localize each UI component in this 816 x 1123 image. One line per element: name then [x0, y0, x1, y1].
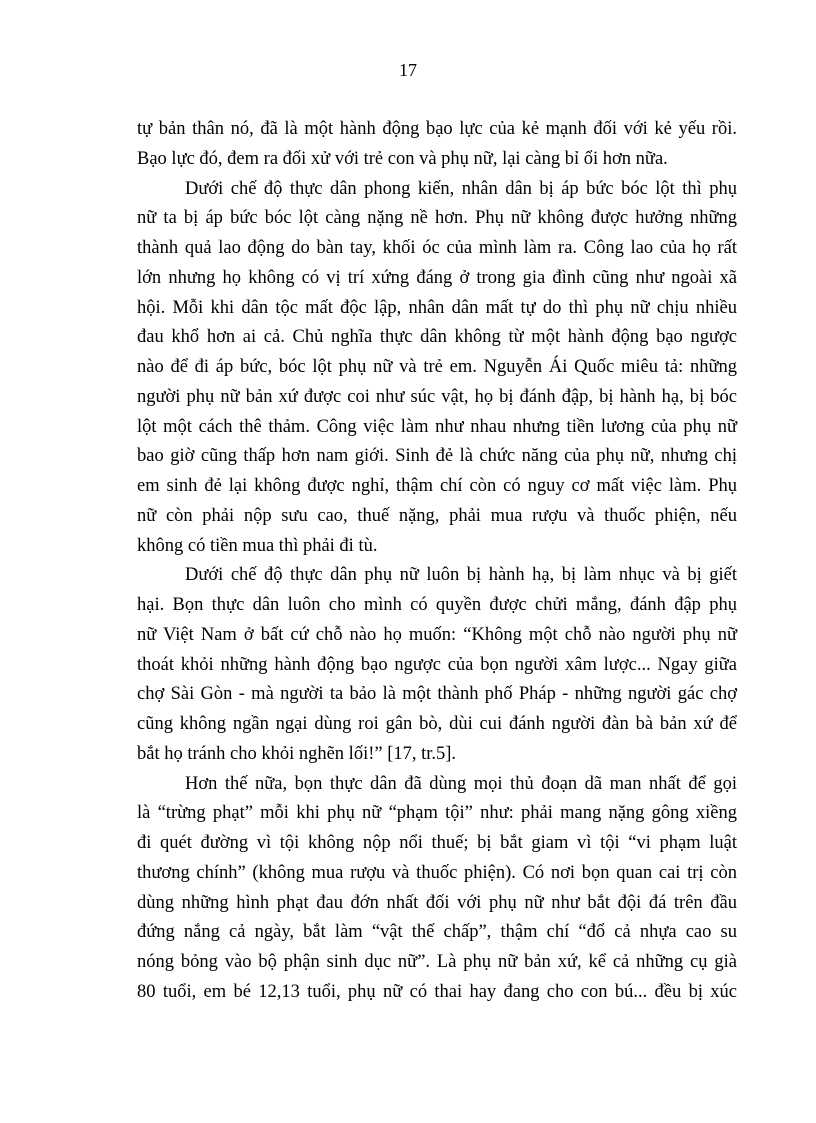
- text-line: tự bản thân nó, đã là một hành động bạo lực của kẻ mạnh đối với kẻ yếu rồi.: [137, 119, 737, 139]
- text-line: Bạo lực đó, đem ra đối xử với trẻ con và phụ nữ, lại càng bỉ ổi hơn nữa.: [137, 148, 668, 169]
- text-line: nóng bỏng vào bộ phận sinh dục nữ”. Là phụ nữ bản xứ, kể cả những cụ già: [137, 952, 737, 972]
- text-line: em sinh đẻ lại không được nghỉ, thậm chí còn có nguy cơ mất việc làm. Phụ: [137, 476, 737, 496]
- text-line: 80 tuổi, em bé 12,13 tuổi, phụ nữ có thai hay đang cho con bú... đều bị xúc: [137, 981, 737, 1002]
- text-line: Dưới chế độ thực dân phong kiến, nhân dân bị áp bức bóc lột thì phụ: [185, 178, 737, 199]
- text-line: không có tiền mua thì phải đi tù.: [137, 535, 378, 556]
- text-line: bắt họ tránh cho khỏi nghẽn lối!” [17, tr.5].: [137, 743, 457, 764]
- text-line: đi quét đường vì tội không nộp nổi thuế; bị bắt giam vì tội “vi phạm luật: [137, 833, 737, 853]
- text-line: chợ Sài Gòn - mà người ta bảo là một thành phố Pháp - những người gác chợ: [137, 684, 737, 705]
- text-line: đau khổ hơn ai cả. Chủ nghĩa thực dân không từ một hành động bạo ngược: [137, 327, 737, 348]
- text-line: bao giờ cũng thấp hơn nam giới. Sinh đẻ là chức năng của phụ nữ, nhưng chị: [137, 446, 737, 467]
- text-line: nữ ta bị áp bức bóc lột càng nặng nề hơn. Phụ nữ không được hưởng những: [137, 208, 737, 229]
- text-line: nào để đi áp bức, bóc lột phụ nữ và trẻ em. Nguyễn Ái Quốc miêu tả: những: [137, 357, 737, 377]
- text-line: hại. Bọn thực dân luôn cho mình có quyền được chửi mắng, đánh đập phụ: [137, 595, 737, 615]
- text-line: hội. Mỗi khi dân tộc mất độc lập, nhân dân mất tự do thì phụ nữ chịu nhiều: [137, 297, 737, 318]
- text-line: lớn nhưng họ không có vị trí xứng đáng ở trong gia đình cũng như ngoài xã: [137, 267, 737, 288]
- text-line: đứng nắng cả ngày, bắt làm “vật thế chấp”, thậm chí “đổ cả nhựa cao su: [137, 922, 737, 943]
- text-line: là “trừng phạt” mỗi khi phụ nữ “phạm tội” như: phải mang nặng gông xiềng: [137, 803, 737, 824]
- text-line: người phụ nữ bản xứ được coi như súc vật, họ bị đánh đập, bị hành hạ, bị bóc: [137, 386, 737, 407]
- page-number: 17: [399, 60, 417, 80]
- text-line: dùng những hình phạt đau đớn nhất đối với phụ nữ như bắt đội đá trên đầu: [137, 892, 737, 913]
- text-line: thương chính” (không mua rượu và thuốc phiện). Có nơi bọn quan cai trị còn: [137, 862, 737, 883]
- text-line: thành quả lao động do bàn tay, khối óc của mình làm ra. Công lao của họ rất: [137, 238, 737, 258]
- text-line: nữ còn phải nộp sưu cao, thuế nặng, phải mua rượu và thuốc phiện, nếu: [137, 505, 737, 526]
- text-line: cũng không ngần ngại dùng roi gân bò, dùi cui đánh người đàn bà bản xứ để: [137, 714, 737, 734]
- text-line: lột một cách thê thảm. Công việc làm như nhau nhưng tiền lương của phụ nữ: [137, 416, 737, 437]
- text-line: Dưới chế độ thực dân phụ nữ luôn bị hành hạ, bị làm nhục và bị giết: [185, 565, 737, 586]
- text-line: thoát khỏi những hành động bạo ngược của bọn người xâm lược... Ngay giữa: [137, 654, 737, 675]
- text-line: Hơn thế nữa, bọn thực dân đã dùng mọi thủ đoạn dã man nhất để gọi: [185, 773, 737, 794]
- text-line: nữ Việt Nam ở bất cứ chỗ nào họ muốn: “Không một chỗ nào người phụ nữ: [137, 624, 737, 645]
